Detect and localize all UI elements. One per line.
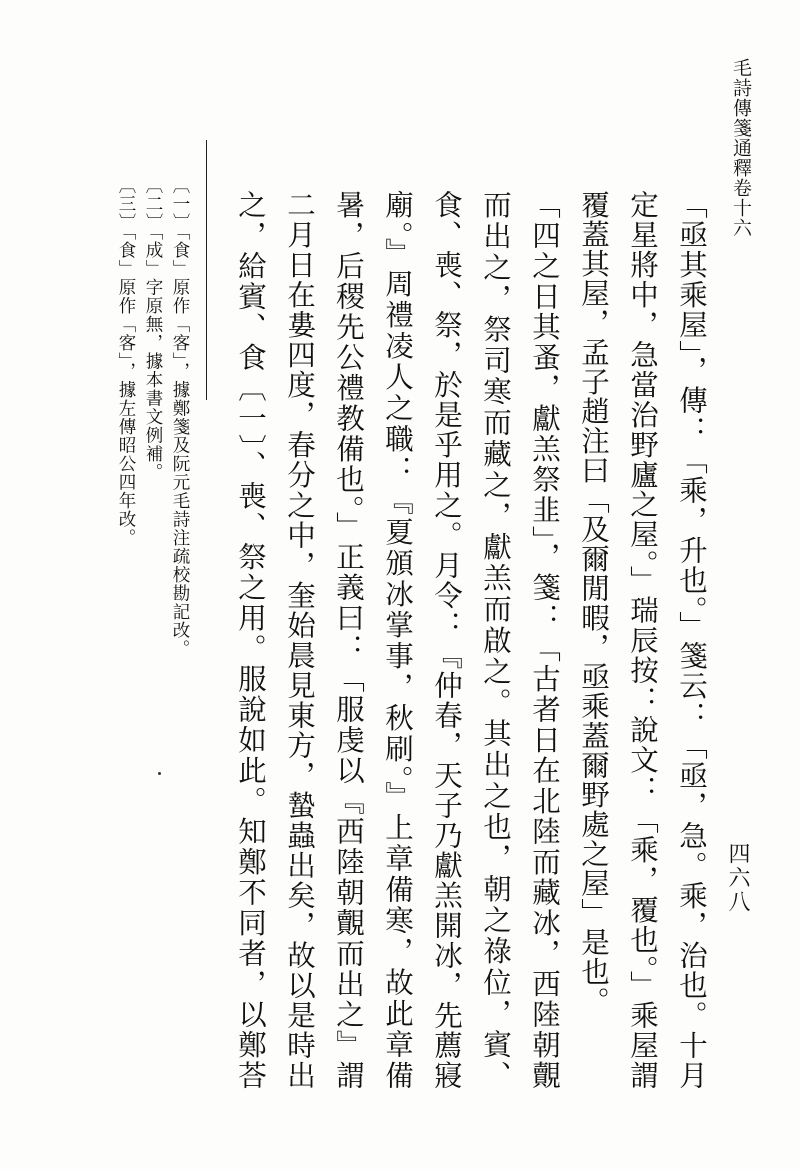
paragraph-1: 「亟其乘屋」，傳：「乘，升也。」箋云：「亟，急。乘，治也。十月定星將中，急當治野廬之屋。」瑞辰按：說文：「乘，覆也。」乘屋謂覆蓋其屋，孟子趙注曰「及爾閒暇，亟乘蓋爾野處之屋」是也。: [577, 190, 708, 1090]
page-number: 四六八: [725, 842, 750, 914]
footnotes: [112, 176, 193, 1076]
footnote-1: 〔一〕「食」原作「客」，據鄭箋及阮元毛詩注疏校勘記改。: [170, 176, 190, 658]
running-header-title: 毛詩傳箋通釋卷十六: [730, 58, 752, 238]
footnote-divider: [206, 140, 207, 400]
main-text-column: [226, 190, 716, 1090]
scan-speck: [158, 772, 161, 775]
footnote-2: 〔二〕「成」字原無，據本書文例補。: [143, 176, 163, 482]
paragraph-2: 「四之日其蚤，獻羔祭韭」，箋：「古者日在北陸而藏冰，西陸朝覿而出之，祭司寒而藏之，獻羔而啟之。其出之也，朝之祿位，賓、食、喪、祭，於是乎用之。月令：『仲春，天子乃獻羔開冰，先薦寢廟。』周禮凌人之職：『夏頒冰掌事，秋刷。』上章備寒，故此章備暑，后稷先公禮教備也。」正義曰：「服虔以『西陸朝覿而出之』謂二月日在婁四度，春分之中，奎始晨見東方，蟄蟲出矣，故以是時出之，給賓、食〔一〕、喪、祭之用。服說如此。知鄭不同者，以鄭荅: [234, 190, 561, 1090]
footnote-3: 〔三〕「食」原作「客」，據左傳昭公四年改。: [116, 176, 136, 547]
